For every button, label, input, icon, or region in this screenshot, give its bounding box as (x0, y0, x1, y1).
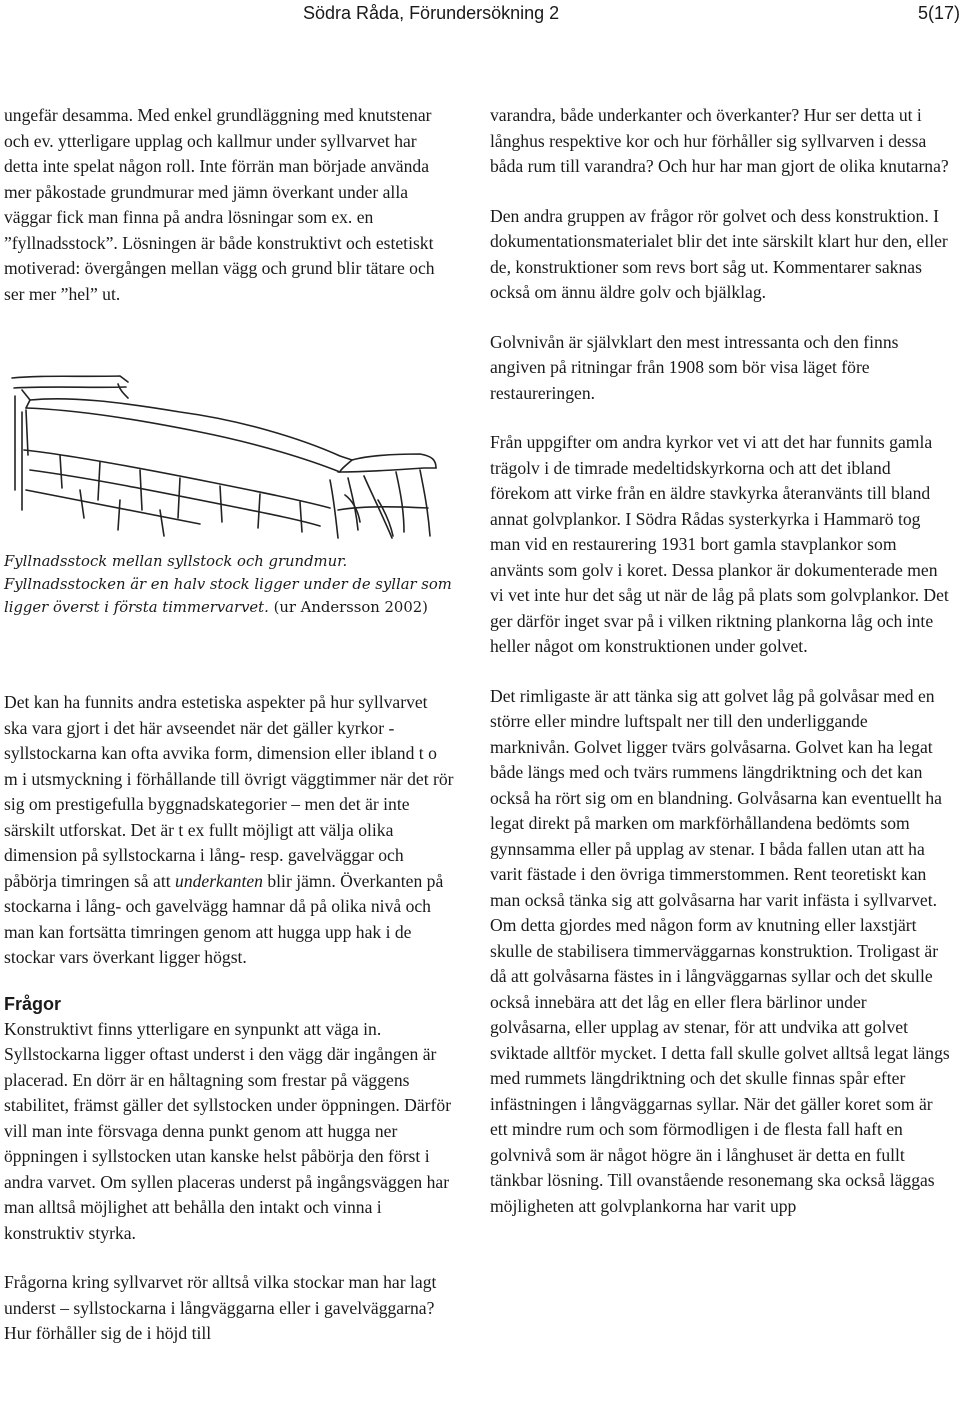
figure-caption (4, 550, 456, 619)
caption-source: (ur Andersson 2002) (273, 599, 428, 616)
walls-paragraph: varandra, både underkanter och överkanter? Hur ser detta ut i långhus respektive kor och hur förhåller sig syllvarven i dessa båda rum till varandra? Och hur har man gjort de olika knutarna? (490, 105, 949, 176)
floor-level-paragraph: Golvnivån är självklart den mest intressanta och den finns angiven på ritningar från 1908 som bör visa läget före restaureringen. (490, 331, 899, 403)
log-wall-corner-drawing (0, 360, 460, 545)
aesthetic-emphasis: underkanten (175, 870, 263, 891)
page-number: 5(17) (917, 3, 960, 23)
caption-text: Fyllnadsstock mellan syllstock och grundmur. Fyllnadsstocken är en halv stock ligger under de syllar som ligger överst i första timmervarvet. (4, 553, 452, 616)
aesthetic-text-a: Det kan ha funnits andra estetiska aspekter på hur syllvarvet ska vara gjort i det här avseendet när det gäller kyrkor - syllstockarna kan ofta avvika form, dimension eller ibland t o m i utsmyckning i förhållande till övrigt väggtimmer när det rör sig om prestigefulla byggnadskategorier – men det är inte särskilt utforskat. Det är t ex fullt möjligt att välja olika dimension på syllstockarna i lång- resp. gavelväggar och påbörja timringen så att (4, 692, 454, 891)
right-column (490, 103, 950, 1219)
running-header-title: Södra Råda, Förundersökning 2 (303, 3, 560, 23)
questions-paragraph: Frågorna kring syllvarvet rör alltså vilka stockar man har lagt underst – syllstockarna i långväggarna eller i gavelväggarna? Hur förhåller sig de i höjd till (4, 1272, 437, 1343)
questions-heading: Frågor (4, 993, 62, 1014)
intro-paragraph: ungefär desamma. Med enkel grundläggning med knutstenar och ev. ytterligare upplag och kallmur under syllvarvet har detta inte spelat någon roll. Inte förrän man började använda mer påkostade grundmurar med jämn överkant under alla väggar fick man finna på andra lösningar som ex. en ”fyllnadsstock”. Lösningen är både konstruktivt och estetiskt motiverad: övergången mellan vägg och grund blir tätare och ser mer ”hel” ut. (4, 105, 435, 304)
aesthetic-text-b: blir jämn. Överkanten på stockarna i lång- och gavelvägg hamnar då på olika nivå och man kan fortsätta timringen genom att hugga upp hak i de stockar vars överkant ligger högst. (4, 870, 444, 967)
other-churches-paragraph: Från uppgifter om andra kyrkor vet vi att det har funnits gamla trägolv i de timrade medeltidskyrkorna och att det ibland förekom att virke från en äldre stavkyrka återanvänts till bland annat golvplankor. I Södra Rådas systerkyrka i Hammarö tog man vid en restaurering 1931 bort gamla stavplankor som använts som golv i koret. Dessa plankor är dokumenterade men vi vet inte hur det såg ut när de låg på plats som golvplankor. Det ger därför inget svar på i vilken riktning plankorna låg och inte heller något om konstruktionen under golvet. (490, 432, 949, 656)
constructive-paragraph: Konstruktivt finns ytterligare en synpunkt att väga in. Syllstockarna ligger oftast underst i den vägg där ingången är placerad. En dörr är en håltagning som frestar på väggens stabilitet, främst gäller det syllstocken under öppningen. Därför vill man inte försvaga denna punkt genom att hugga ner öppningen i syllstocken utan kanske helst påbörja den först i andra varvet. Om syllen placeras underst på ingångsväggen har man alltså möjlighet att behålla den intakt och vinna i konstruktiv styrka. (4, 1018, 452, 1243)
floor-group-paragraph: Den andra gruppen av frågor rör golvet och dess konstruktion. I dokumentationsmaterialet blir det inte särskilt klart hur den, eller de, konstruktioner som revs bort såg ut. Kommentarer saknas också om ännu äldre golv och bjälklag. (490, 205, 948, 302)
left-column-bottom (4, 690, 454, 1347)
left-column-top (4, 103, 454, 307)
aesthetic-paragraph (4, 690, 454, 971)
floor-joists-paragraph: Det rimligaste är att tänka sig att golvet låg på golvåsar med en större eller mindre luftspalt ner till den underliggande marknivån. Golvet ligger tvärs golvåsarna. Golvet kan ha legat både längs med och tvärs rummens längdriktning och det kan också ha rört sig om en blandning. Golvåsarna kan eventuellt ha legat direkt på marken om markförhållandena bedömts som gynnsamma eller på upplag av stenar. I båda fallen utan att ha varit fästade i den övriga timmerstommen. Rent teoretiskt kan man också tänka sig att golvåsarna har varit infästa i syllvarvet. Om detta gjordes med någon form av knutning eller laxstjärt skulle de stabilisera timmerväggarnas konstruktion. Troligast är då att golvåsarna fästes in i långväggarnas syllar och det skulle också innebära att det låg en eller flera bärlinor under golvåsarna, eller upplag av stenar, för att undvika att golvet sviktade alltför mycket. I detta fall skulle golvet alltså legat längs med rummets längdriktning och det skulle finnas spår efter infästningen i långväggarnas syllar. När det gäller koret som är ett mindre rum och som förmodligen i de flesta fall haft en golvnivå som är något högre än i långhuset är detta en fullt tänkbar lösning. Till ovanstående resonemang ska också läggas möjligheten att golvplankorna har varit upp (490, 685, 950, 1216)
